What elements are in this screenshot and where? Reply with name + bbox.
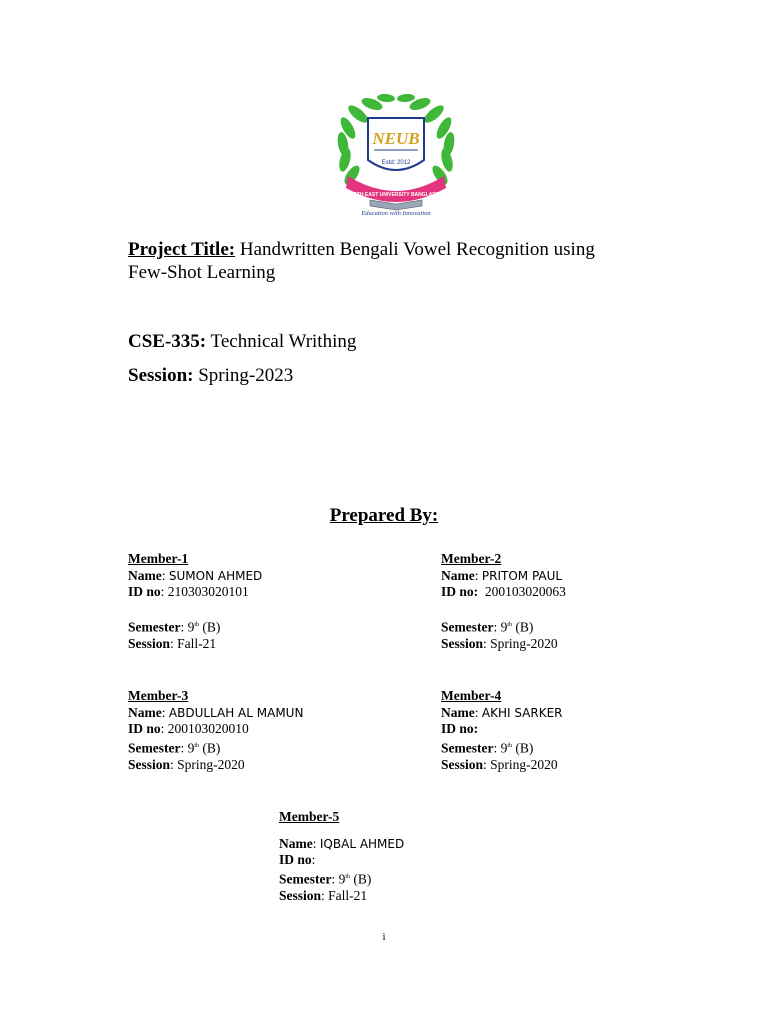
id-label: ID no: bbox=[441, 721, 479, 736]
member-session: Spring-2020 bbox=[177, 756, 245, 772]
ribbon-icon bbox=[346, 176, 446, 202]
logo-estd: Estd: 2012 bbox=[381, 160, 411, 166]
prepared-by-heading: Prepared By: bbox=[329, 505, 439, 526]
semester-suffix: th bbox=[194, 621, 200, 628]
semester-suffix: th bbox=[507, 621, 513, 628]
semester-number: 9 bbox=[500, 619, 508, 634]
semester-group: (B) bbox=[353, 871, 372, 886]
semester-label: Semester bbox=[441, 619, 494, 634]
member-session-label: Session bbox=[279, 887, 322, 903]
university-logo bbox=[330, 84, 462, 216]
member-block-4: Member-4 Name: AKHI SARKER ID no: Semester: 9th (B) Session: Spring-2020 bbox=[441, 688, 563, 772]
member-session-label: Session bbox=[441, 635, 484, 651]
member-session-label: Session bbox=[128, 635, 171, 651]
member-name: IQBAL AHMED bbox=[319, 836, 405, 851]
semester-number: 9 bbox=[500, 740, 508, 755]
session-line bbox=[128, 364, 293, 388]
semester-label: Semester bbox=[128, 619, 181, 634]
page-number: i bbox=[382, 931, 386, 943]
member-id: 200103020010 bbox=[167, 721, 249, 736]
id-label: ID no bbox=[128, 584, 161, 599]
semester-group: (B) bbox=[515, 619, 534, 634]
semester-group: (B) bbox=[202, 619, 221, 634]
semester-label: Semester bbox=[441, 740, 494, 755]
member-name: ABDULLAH AL MAMUN bbox=[168, 705, 304, 720]
name-label: Name bbox=[128, 567, 162, 583]
logo-motto: Education with Innovation bbox=[361, 210, 431, 216]
member-heading: Member-2 bbox=[441, 551, 502, 566]
member-block-2: Member-2 Name: PRITOM PAUL ID no: 200103020063 Semester: 9th (B) Session: Spring-2020 bbox=[441, 551, 566, 651]
member-block-3: Member-3 Name: ABDULLAH AL MAMUN ID no: 200103020010 Semester: 9th (B) Session: Spring-2020 bbox=[128, 688, 304, 772]
project-title-text-1: Handwritten Bengali Vowel Recognition using bbox=[239, 239, 595, 260]
semester-suffix: th bbox=[507, 742, 513, 749]
member-session: Fall-21 bbox=[328, 887, 368, 903]
session-label: Session: bbox=[128, 365, 194, 386]
member-id: 200103020063 bbox=[484, 584, 566, 599]
semester-group: (B) bbox=[202, 740, 221, 755]
member-session: Fall-21 bbox=[177, 635, 217, 651]
member-heading: Member-4 bbox=[441, 688, 502, 703]
member-name: AKHI SARKER bbox=[481, 705, 563, 720]
member-name: PRITOM PAUL bbox=[481, 568, 563, 583]
semester-suffix: th bbox=[194, 742, 200, 749]
semester-number: 9 bbox=[338, 871, 346, 886]
id-label: ID no bbox=[128, 721, 161, 736]
logo-abbr: NEUB bbox=[372, 129, 420, 148]
semester-group: (B) bbox=[515, 740, 534, 755]
member-session-label: Session bbox=[441, 756, 484, 772]
session-value: Spring-2023 bbox=[198, 365, 294, 386]
member-id: 210303020101 bbox=[167, 584, 249, 599]
member-heading: Member-3 bbox=[128, 688, 189, 703]
name-label: Name bbox=[441, 567, 475, 583]
semester-label: Semester bbox=[128, 740, 181, 755]
course-value: Technical Writhing bbox=[210, 331, 357, 352]
member-block-1: Member-1 Name: SUMON AHMED ID no: 210303020101 Semester: 9th (B) Session: Fall-21 bbox=[128, 551, 263, 651]
project-title-label: Project Title: bbox=[128, 239, 236, 260]
logo-ribbon-text: NORTH EAST UNIVERSITY BANGLADESH bbox=[345, 192, 447, 198]
member-session: Spring-2020 bbox=[490, 756, 558, 772]
id-label: ID no: bbox=[441, 584, 479, 599]
name-label: Name bbox=[279, 835, 313, 851]
member-heading: Member-1 bbox=[128, 551, 189, 566]
semester-label: Semester bbox=[279, 871, 332, 886]
project-title-text-2: Few-Shot Learning bbox=[128, 262, 276, 283]
member-block-5: Member-5 Name: IQBAL AHMED ID no: Semester: 9th (B) Session: Fall-21 bbox=[279, 809, 405, 903]
member-session: Spring-2020 bbox=[490, 635, 558, 651]
name-label: Name bbox=[441, 704, 475, 720]
member-name: SUMON AHMED bbox=[168, 568, 263, 583]
name-label: Name bbox=[128, 704, 162, 720]
project-title-line1 bbox=[128, 238, 595, 262]
course-line bbox=[128, 330, 356, 354]
semester-number: 9 bbox=[187, 619, 195, 634]
member-heading: Member-5 bbox=[279, 809, 340, 824]
semester-suffix: th bbox=[345, 873, 351, 880]
semester-number: 9 bbox=[187, 740, 195, 755]
id-label: ID no bbox=[279, 852, 312, 867]
course-label: CSE-335: bbox=[128, 331, 207, 352]
member-session-label: Session bbox=[128, 756, 171, 772]
